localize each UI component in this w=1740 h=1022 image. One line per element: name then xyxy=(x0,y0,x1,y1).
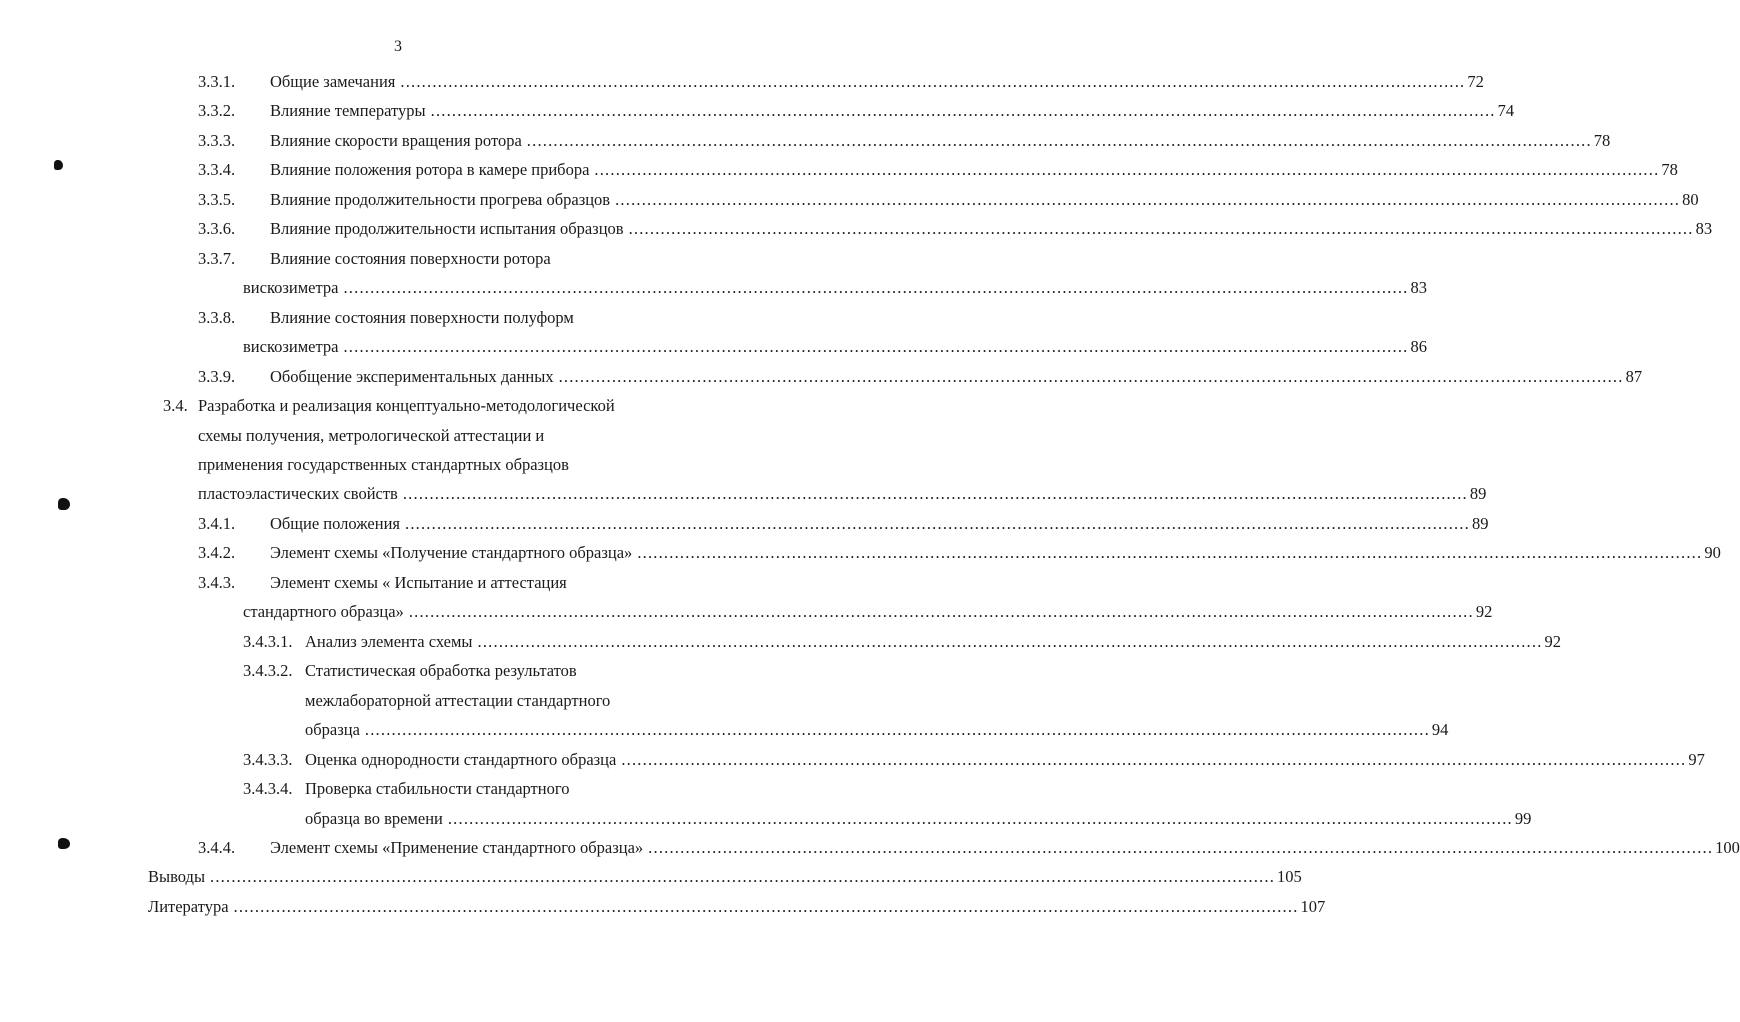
toc-entry-page: 80 xyxy=(1682,189,1699,209)
toc-entry-title: Выводы xyxy=(148,867,206,887)
toc-entry-number: 3.4. xyxy=(163,396,188,416)
toc-entry xyxy=(305,808,1532,831)
toc-entry-title: Элемент схемы «Получение стандартного образца» xyxy=(270,543,633,563)
toc-entry-title: Проверка стабильности стандартного xyxy=(305,779,570,799)
toc-entry xyxy=(198,426,686,448)
toc-entry xyxy=(243,337,1427,359)
dot-leader: ........................................................................................................................................................................................................ xyxy=(405,513,1470,533)
scan-artifact-mark xyxy=(58,838,70,849)
toc-entry-title: Общие замечания xyxy=(270,72,396,91)
toc-entry xyxy=(148,896,1326,919)
dot-leader: ........................................................................................................................................................................................................ xyxy=(594,160,1660,180)
toc-entry xyxy=(243,631,1562,654)
dot-leader: ........................................................................................................................................................................................................ xyxy=(615,189,1681,209)
dot-leader: ........................................................................................................................................................................................................ xyxy=(637,543,1703,563)
toc-entry-number: 3.4.3.1. xyxy=(243,631,293,651)
toc-entry-title: Разработка и реализация концептуально-методологической xyxy=(198,396,615,416)
dot-leader: ........................................................................................................................................................................................................ xyxy=(402,484,1468,504)
dot-leader: ........................................................................................................................................................................................................ xyxy=(233,896,1299,916)
toc-entry xyxy=(198,160,1678,182)
dot-leader: ........................................................................................................................................................................................................ xyxy=(210,867,1276,887)
toc-entry-number: 3.3.8. xyxy=(198,307,236,327)
toc-entry xyxy=(198,72,1484,94)
toc-entry-page: 97 xyxy=(1688,749,1705,769)
toc-entry-title: вискозиметра xyxy=(243,278,339,298)
toc-entry-page: 72 xyxy=(1467,72,1484,91)
toc-entry-title: межлабораторной аттестации стандартного xyxy=(305,690,611,710)
toc-entry-title: Влияние скорости вращения ротора xyxy=(270,130,522,150)
toc-entry xyxy=(198,837,1740,860)
toc-entry xyxy=(243,661,686,683)
dot-leader: ........................................................................................................................................................................................................ xyxy=(430,101,1496,121)
toc-entry-title: Влияние состояния поверхности ротора xyxy=(270,248,551,268)
toc-entry-page: 83 xyxy=(1695,219,1713,239)
toc-entry-number: 3.4.2. xyxy=(198,543,236,563)
toc-entry-title: пластоэластических свойств xyxy=(198,484,398,504)
toc-entry-page: 89 xyxy=(1469,484,1487,504)
toc-entry-title: Влияние продолжительности прогрева образцов xyxy=(270,189,611,209)
toc-entry xyxy=(198,248,686,271)
toc-entry-title: Общие положения xyxy=(270,513,400,533)
toc-entry-number: 3.3.5. xyxy=(198,189,236,209)
toc-entry xyxy=(198,455,686,477)
toc-entry-title: Влияние положения ротора в камере прибора xyxy=(270,160,590,180)
toc-entry-page: 74 xyxy=(1497,101,1515,121)
dot-leader: ........................................................................................................................................................................................................ xyxy=(364,720,1430,740)
dot-leader: ........................................................................................................................................................................................................ xyxy=(400,72,1466,91)
toc-entry-page: 83 xyxy=(1410,278,1427,298)
toc-entry xyxy=(243,602,1493,624)
toc-entry xyxy=(243,779,686,801)
toc-entry-title: Обобщение экспериментальных данных xyxy=(270,366,554,386)
toc-entry xyxy=(198,484,1487,506)
toc-entry-title: Оценка однородности стандартного образца xyxy=(305,749,617,769)
dot-leader: ........................................................................................................................................................................................................ xyxy=(343,337,1409,357)
toc-entry-title: Анализ элемента схемы xyxy=(305,631,473,651)
toc-entry-title: образца xyxy=(305,720,360,740)
toc-entry-page: 86 xyxy=(1410,337,1427,357)
toc-entry-title: Литература xyxy=(148,896,229,916)
toc-entry xyxy=(198,572,686,595)
scan-artifact-mark xyxy=(54,160,63,170)
toc-entry xyxy=(243,749,1705,772)
toc-entry-number: 3.4.3. xyxy=(198,572,236,592)
toc-entry-title: Статистическая обработка результатов xyxy=(305,661,577,681)
toc-entry xyxy=(198,366,1643,389)
toc-entry xyxy=(148,867,1302,889)
toc-entry-title: Элемент схемы «Применение стандартного образца» xyxy=(270,837,644,857)
toc-entry-page: 94 xyxy=(1431,720,1449,740)
toc-entry-page: 87 xyxy=(1625,366,1643,386)
toc-entry-number: 3.3.7. xyxy=(198,248,236,268)
toc-entry-page: 92 xyxy=(1475,602,1493,622)
page-number: 3 xyxy=(394,38,402,55)
toc-entry-number: 3.3.2. xyxy=(198,101,236,121)
toc-entry-title: Влияние состояния поверхности полуформ xyxy=(270,307,574,327)
dot-leader: ........................................................................................................................................................................................................ xyxy=(447,808,1513,828)
toc-entry xyxy=(305,691,686,713)
toc-entry-number: 3.4.4. xyxy=(198,837,236,857)
dot-leader: ........................................................................................................................................................................................................ xyxy=(526,130,1592,150)
toc-entry-title: вискозиметра xyxy=(243,337,339,357)
toc-entry xyxy=(198,219,1713,241)
toc-entry xyxy=(198,189,1699,212)
toc-entry-title: стандартного образца» xyxy=(243,602,404,622)
dot-leader: ........................................................................................................................................................................................................ xyxy=(408,602,1474,622)
toc-entry-number: 3.4.3.3. xyxy=(243,749,293,769)
toc-entry-page: 78 xyxy=(1661,160,1678,180)
toc-entry xyxy=(198,543,1721,565)
dot-leader: ........................................................................................................................................................................................................ xyxy=(648,837,1714,857)
toc-entry xyxy=(198,307,686,330)
scan-artifact-mark xyxy=(58,498,70,510)
toc-entry-number: 3.4.3.4. xyxy=(243,779,293,799)
dot-leader: ........................................................................................................................................................................................................ xyxy=(558,366,1624,386)
toc-entry xyxy=(243,278,1427,300)
toc-entry-page: 90 xyxy=(1704,543,1721,563)
toc-entry xyxy=(305,720,1449,742)
toc-entry-number: 3.3.1. xyxy=(198,72,236,91)
toc-entry-page: 107 xyxy=(1300,896,1326,916)
dot-leader: ........................................................................................................................................................................................................ xyxy=(628,219,1694,239)
toc-entry xyxy=(198,130,1611,153)
toc-entry-page: 92 xyxy=(1544,631,1562,651)
toc-entry-number: 3.3.3. xyxy=(198,130,236,150)
toc-entry-title: Влияние продолжительности испытания образцов xyxy=(270,219,624,239)
toc-entry-title: образца во времени xyxy=(305,808,443,828)
toc-entry-number: 3.3.4. xyxy=(198,160,236,180)
toc-entry-number: 3.3.6. xyxy=(198,219,236,239)
dot-leader: ........................................................................................................................................................................................................ xyxy=(477,631,1543,651)
toc-entry-number: 3.4.3.2. xyxy=(243,661,293,681)
toc-entry-page: 99 xyxy=(1514,808,1532,828)
toc-entry-number: 3.4.1. xyxy=(198,513,236,533)
toc-entry-title: схемы получения, метрологической аттестации и xyxy=(198,425,545,445)
dot-leader: ........................................................................................................................................................................................................ xyxy=(343,278,1409,298)
toc-entry-page: 78 xyxy=(1593,130,1611,150)
toc-entry-title: Влияние температуры xyxy=(270,101,426,121)
toc-entry-title: применения государственных стандартных образцов xyxy=(198,454,569,474)
toc-entry-page: 89 xyxy=(1472,513,1489,533)
toc-entry xyxy=(198,101,1515,123)
dot-leader: ........................................................................................................................................................................................................ xyxy=(621,749,1687,769)
toc-entry-number: 3.3.9. xyxy=(198,366,236,386)
toc-entry-page: 100 xyxy=(1715,837,1740,857)
toc-entry-page: 105 xyxy=(1277,867,1302,887)
toc-entry xyxy=(198,513,1489,536)
toc-entry xyxy=(163,396,686,418)
toc-entry-title: Элемент схемы « Испытание и аттестация xyxy=(270,572,567,592)
